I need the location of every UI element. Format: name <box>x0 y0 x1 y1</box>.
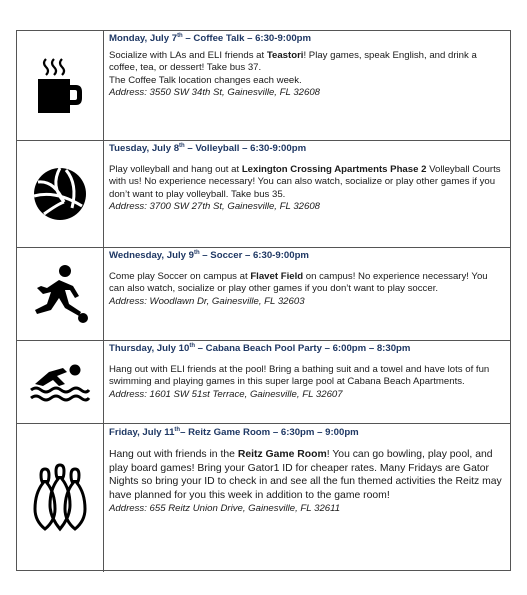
icon-cell <box>17 141 104 247</box>
event-description: Socialize with LAs and ELI friends at Teastori! Play games, speak English, and drink a coffee, tea, or dessert! Take bus 37. <box>109 49 477 73</box>
event-row-friday <box>17 423 510 572</box>
icon-cell <box>17 424 104 572</box>
events-table <box>16 30 511 571</box>
coffee-cup-icon <box>36 57 84 115</box>
icon-cell <box>17 341 104 423</box>
event-row-wednesday <box>17 247 510 340</box>
bowling-pins-icon <box>31 463 89 533</box>
event-heading: Tuesday, July 8th – Volleyball – 6:30-9:00pm <box>109 142 307 154</box>
event-text <box>109 343 504 401</box>
event-address: Address: 3550 SW 34th St, Gainesville, FL 32608 <box>109 87 321 98</box>
event-heading: Friday, July 11th– Reitz Game Room – 6:30pm – 9:00pm <box>109 426 359 438</box>
event-text <box>109 250 504 308</box>
swimmer-icon <box>29 362 91 402</box>
event-text <box>109 33 504 100</box>
volleyball-icon <box>32 166 88 222</box>
event-address: Address: 1601 SW 51st Terrace, Gainesville, FL 32607 <box>109 388 343 400</box>
icon-cell <box>17 248 104 340</box>
event-description: Come play Soccer on campus at Flavet Field on campus! No experience necessary! You can also watch, socialize or play other games if you don’t want to play soccer. <box>109 270 488 294</box>
event-note: The Coffee Talk location changes each week. <box>109 74 302 86</box>
event-row-tuesday <box>17 140 510 247</box>
event-text <box>109 426 504 515</box>
event-description: Play volleyball and hang out at Lexington Crossing Apartments Phase 2 Volleyball Courts with us! No experience necessary! You can also watch, socialize or play other games if you don’t want to play volleyball. Take bus 35. <box>109 163 501 200</box>
event-description: Hang out with ELI friends at the pool! Bring a bathing suit and a towel and have lots of fun swimming and playing games in this super large pool at Cabana Beach Apartments. <box>109 363 490 387</box>
event-description: Hang out with friends in the Reitz Game Room! You can go bowling, play pool, and play board games! Bring your Gator1 ID for cheaper rates. Many Fridays are Gator Nights so bring your ID to check in and see all the fun themed activities the Reitz may have planned for you this week in addition to the game room! <box>109 448 502 502</box>
icon-cell <box>17 31 104 140</box>
event-address: Address: Woodlawn Dr, Gainesville, FL 32603 <box>109 295 305 307</box>
event-text <box>109 143 504 214</box>
event-address: Address: 655 Reitz Union Drive, Gainesville, FL 32611 <box>109 502 341 514</box>
event-row-thursday <box>17 340 510 423</box>
event-heading: Wednesday, July 9th – Soccer – 6:30-9:00pm <box>109 249 309 261</box>
soccer-player-icon <box>29 264 91 324</box>
event-heading: Thursday, July 10th – Cabana Beach Pool Party – 6:00pm – 8:30pm <box>109 342 411 354</box>
event-heading: Monday, July 7th – Coffee Talk – 6:30-9:00pm <box>109 32 312 44</box>
event-address: Address: 3700 SW 27th St, Gainesville, FL 32608 <box>109 201 321 212</box>
event-row-monday <box>17 31 510 140</box>
